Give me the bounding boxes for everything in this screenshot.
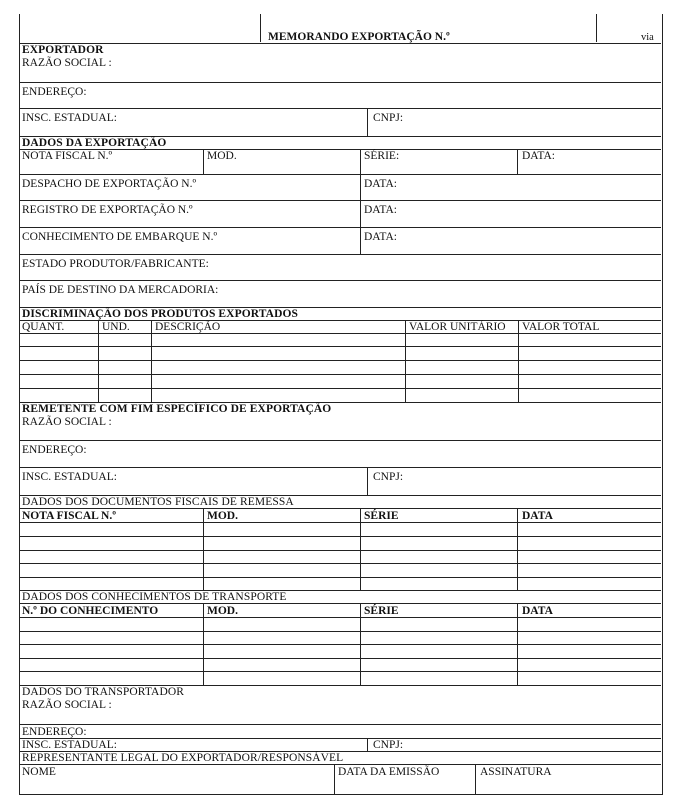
transportador-razao-social-field[interactable]: RAZÃO SOCIAL : [22,699,112,711]
remetente-insc-estadual-field[interactable]: INSC. ESTADUAL: [22,471,117,483]
header-divider-left [260,14,261,42]
table-row-line [19,374,661,375]
rule [19,467,661,468]
registro-field[interactable]: REGISTRO DE EXPORTAÇÃO N.º [22,204,193,216]
rule [19,603,661,604]
representante-data-emissao-field[interactable]: DATA DA EMISSÃO [338,766,440,778]
divider [367,467,368,495]
remetente-razao-social-field[interactable]: RAZÃO SOCIAL : [22,416,112,428]
exportador-cnpj-field[interactable]: CNPJ: [373,112,404,124]
table-row-line [19,577,661,578]
conhecimento-field[interactable]: CONHECIMENTO DE EMBARQUE N.º [22,231,218,243]
table-row-line [19,536,661,537]
section-conhecimentos-transporte: DADOS DOS CONHECIMENTOS DE TRANSPORTE [22,591,287,603]
section-discriminacao: DISCRIMINAÇÃO DOS PRODUTOS EXPORTADOS [22,308,299,320]
divider [360,149,361,254]
nota-fiscal-field[interactable]: NOTA FISCAL N.º [22,150,113,162]
divider [475,764,476,794]
col-divider [98,320,99,402]
rule [19,227,661,228]
rule [19,149,661,150]
transportador-insc-estadual-field[interactable]: INSC. ESTADUAL: [22,739,117,751]
rule [19,522,661,523]
remessa-col-mod: MOD. [207,510,238,522]
remetente-endereco-field[interactable]: ENDEREÇO: [22,444,87,456]
transporte-col-serie: SÉRIE [364,605,399,617]
rule [19,254,661,255]
representante-nome-field[interactable]: NOME [22,766,56,778]
transporte-col-conhecimento: N.º DO CONHECIMENTO [22,605,159,617]
exportador-endereco-field[interactable]: ENDEREÇO: [22,86,87,98]
transporte-col-mod: MOD. [207,605,238,617]
conhecimento-data-field[interactable]: DATA: [364,231,397,243]
remessa-col-serie: SÉRIE [364,510,399,522]
rule [19,108,661,109]
table-row-line [19,388,661,389]
despacho-data-field[interactable]: DATA: [364,178,397,190]
rule [19,617,661,618]
representante-assinatura-field[interactable]: ASSINATURA [480,766,552,778]
mod-field[interactable]: MOD. [207,150,237,162]
remessa-col-nota-fiscal: NOTA FISCAL N.º [22,510,117,522]
section-exportador: EXPORTADOR [22,44,104,56]
table-row-line [19,658,661,659]
transportador-endereco-field[interactable]: ENDEREÇO: [22,726,87,738]
table-row-line [19,671,661,672]
exportador-insc-estadual-field[interactable]: INSC. ESTADUAL: [22,112,117,124]
rule [19,764,661,765]
rule [19,724,661,725]
registro-data-field[interactable]: DATA: [364,204,397,216]
col-divider [405,320,406,402]
rule [19,333,661,334]
rule [19,280,661,281]
pais-destino-field[interactable]: PAÍS DE DESTINO DA MERCADORIA: [22,284,219,296]
col-divider [151,320,152,402]
section-representante: REPRESENTANTE LEGAL DO EXPORTADOR/RESPONSÁVEL [22,752,344,764]
section-documentos-remessa: DADOS DOS DOCUMENTOS FISCAIS DE REMESSA [22,496,294,508]
form-title: MEMORANDO EXPORTAÇÃO N.º [268,31,450,43]
table-row-line [19,563,661,564]
remessa-col-data: DATA [522,510,553,522]
despacho-field[interactable]: DESPACHO DE EXPORTAÇÃO N.º [22,178,197,190]
col-divider [518,320,519,402]
transportador-cnpj-field[interactable]: CNPJ: [373,739,404,751]
col-und: UND. [102,321,130,333]
table-row-line [19,346,661,347]
section-remetente: REMETENTE COM FIM ESPECÍFICO DE EXPORTAÇÃO [22,403,332,415]
col-valor-total: VALOR TOTAL [522,321,600,333]
transporte-col-data: DATA [522,605,553,617]
divider [334,764,335,794]
rule [19,440,661,441]
table-row-line [19,360,661,361]
remetente-cnpj-field[interactable]: CNPJ: [373,471,404,483]
rule [19,43,661,44]
exportador-razao-social-field[interactable]: RAZÃO SOCIAL : [22,57,112,69]
divider [367,108,368,136]
table-row-line [19,631,661,632]
serie-field[interactable]: SÉRIE: [364,150,400,162]
rule [19,82,661,83]
table-row-line [19,550,661,551]
divider [367,738,368,751]
header-divider-right [596,14,597,42]
via-label: via [641,32,654,43]
col-valor-unitario: VALOR UNITÁRIO [409,321,506,333]
divider [517,149,518,174]
estado-produtor-field[interactable]: ESTADO PRODUTOR/FABRICANTE: [22,258,209,270]
data-field[interactable]: DATA: [522,150,555,162]
divider [203,149,204,174]
rule [19,508,661,509]
rule [19,174,661,175]
section-dados-exportacao: DADOS DA EXPORTAÇÃO [22,137,167,149]
col-descricao: DESCRIÇÃO [155,321,221,333]
table-row-line [19,644,661,645]
section-transportador: DADOS DO TRANSPORTADOR [22,686,185,698]
rule [19,200,661,201]
col-quant: QUANT. [22,321,65,333]
